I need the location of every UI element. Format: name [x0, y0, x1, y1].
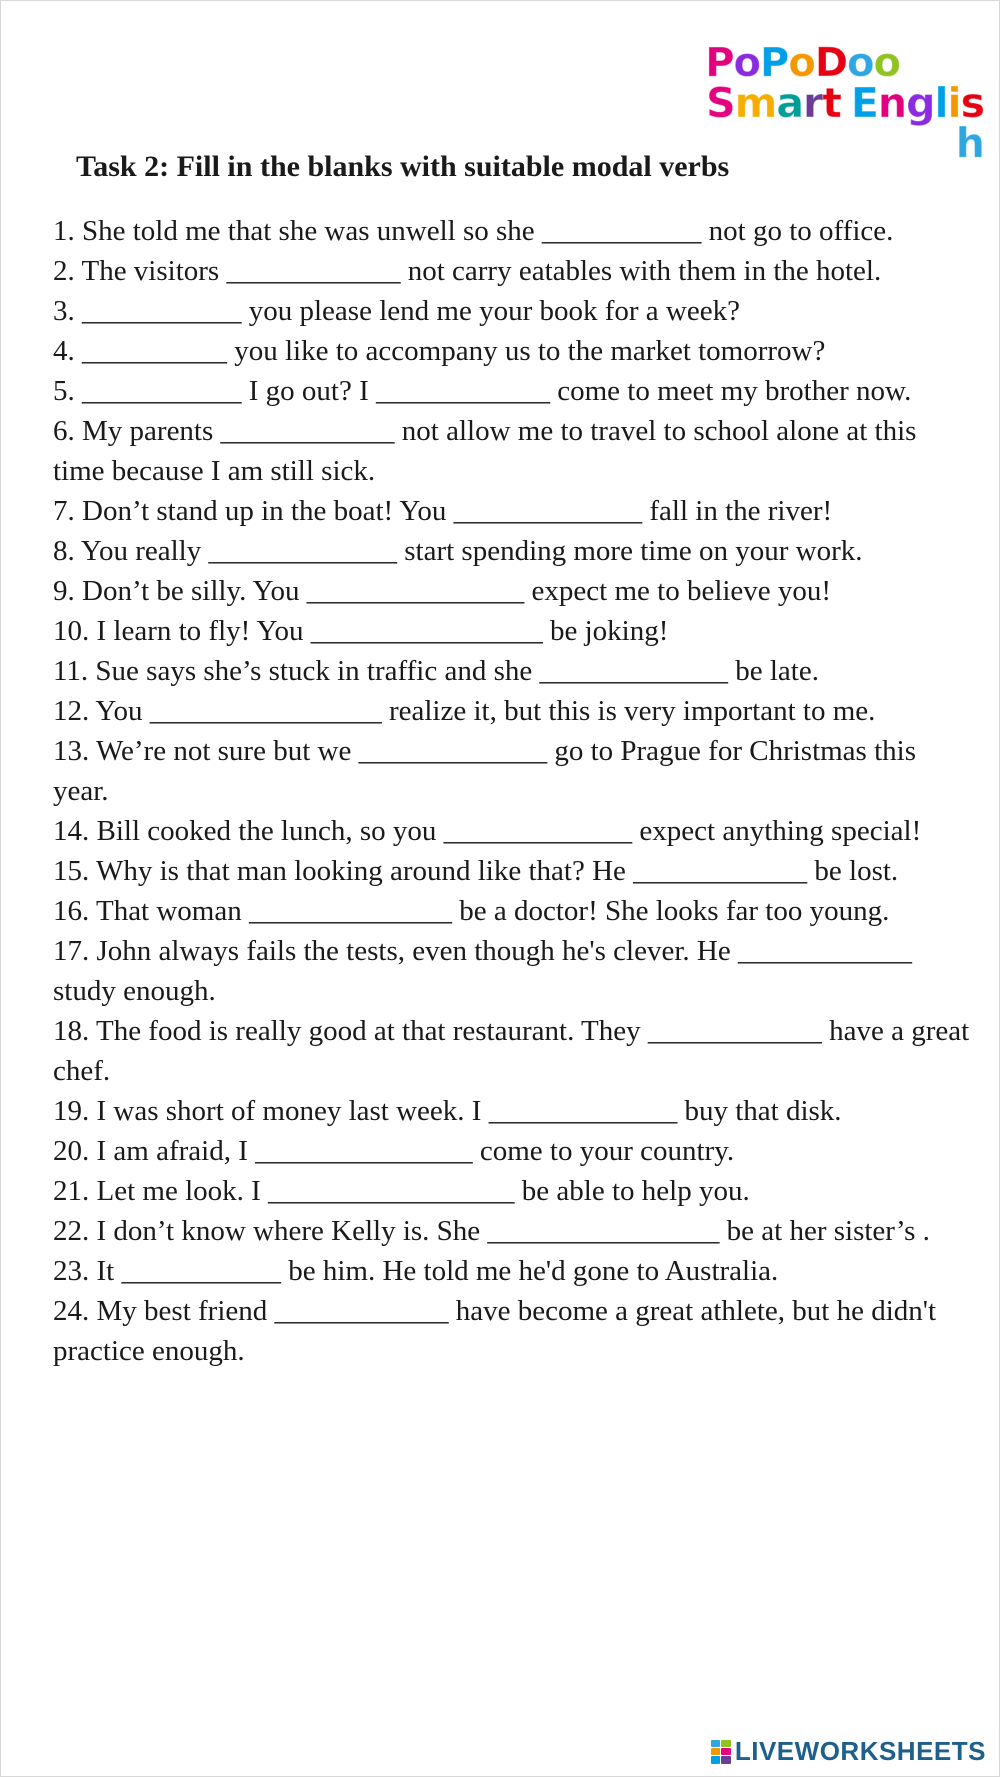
question-item: 21. Let me look. I _________________ be able to help you. — [53, 1175, 750, 1207]
question-item: 13. We’re not sure but we _____________ go to Prague for Christmas this year. — [53, 735, 916, 807]
logo-line1-letter: o — [873, 40, 900, 86]
logo-line2-letter: t — [822, 79, 841, 128]
logo-line2-letter: m — [734, 79, 777, 128]
question-item: 18. The food is really good at that restaurant. They ____________ have a great chef. — [53, 1015, 970, 1087]
logo-line1-letter: D — [814, 40, 848, 86]
popodoo-logo — [694, 40, 984, 168]
question-item: 2. The visitors ____________ not carry eatables with them in the hotel. — [53, 255, 882, 287]
question-item: 12. You ________________ realize it, but this is very important to me. — [53, 695, 876, 727]
logo-line2-letter: E — [850, 79, 878, 128]
logo-line1-letter: P — [760, 40, 789, 86]
question-item: 7. Don’t stand up in the boat! You _____________ fall in the river! — [53, 495, 833, 527]
icon-block — [711, 1756, 721, 1763]
logo-line2-letter: s — [960, 79, 984, 128]
logo-line2-letter: a — [776, 79, 804, 128]
icon-block — [721, 1740, 731, 1747]
brand-label: LIVEWORKSHEETS — [734, 1736, 986, 1766]
question-item: 4. __________ you like to accompany us to the market tomorrow? — [53, 335, 826, 367]
question-item: 20. I am afraid, I _______________ come to your country. — [53, 1135, 735, 1167]
question-item: 14. Bill cooked the lunch, so you _____________ expect anything special! — [53, 815, 922, 847]
question-item: 19. I was short of money last week. I _____________ buy that disk. — [53, 1095, 842, 1127]
icon-block — [721, 1756, 731, 1763]
icon-block — [711, 1748, 721, 1755]
logo-line2-letter: l — [934, 79, 948, 128]
logo-line1-letter: P — [705, 40, 734, 86]
question-item: 16. That woman ______________ be a doctor! She looks far too young. — [53, 895, 890, 927]
logo-line2-letter: i — [947, 79, 961, 128]
question-item: 17. John always fails the tests, even though he's clever. He ____________ study enough. — [53, 935, 912, 1007]
question-item: 1. She told me that she was unwell so she ___________ not go to office. — [53, 215, 894, 247]
icon-block — [711, 1740, 721, 1747]
logo-line1-letter: o — [847, 40, 874, 86]
question-item: 24. My best friend ____________ have become a great athlete, but he didn't practice enough. — [53, 1295, 937, 1367]
logo-line1-letter: o — [788, 40, 815, 86]
logo-line-smart-english — [694, 79, 984, 168]
logo-line2-letter: h — [955, 119, 984, 168]
question-item: 3. ___________ you please lend me your book for a week? — [53, 295, 740, 327]
liveworksheets-icon — [711, 1740, 731, 1764]
question-item: 22. I don’t know where Kelly is. She ________________ be at her sister’s . — [53, 1215, 930, 1247]
logo-line-popodoo — [694, 40, 984, 86]
logo-line2-letter: S — [706, 79, 735, 128]
liveworksheets-brand[interactable] — [711, 1736, 986, 1767]
question-list — [53, 211, 973, 1371]
question-item: 8. You really _____________ start spending more time on your work. — [53, 535, 863, 567]
question-item: 6. My parents ____________ not allow me to travel to school alone at this time because I am still sick. — [53, 415, 917, 487]
logo-line2-letter: n — [877, 79, 907, 128]
icon-block — [721, 1748, 731, 1755]
question-item: 9. Don’t be silly. You _______________ expect me to believe you! — [53, 575, 832, 607]
question-item: 11. Sue says she’s stuck in traffic and she _____________ be late. — [53, 655, 819, 687]
task-title: Task 2: Fill in the blanks with suitable modal verbs — [76, 150, 730, 183]
logo-line2-letter: g — [906, 79, 935, 128]
question-item: 10. I learn to fly! You ________________ be joking! — [53, 615, 669, 647]
question-item: 23. It ___________ be him. He told me he'd gone to Australia. — [53, 1255, 779, 1287]
logo-line1-letter: o — [733, 40, 761, 86]
logo-line2-letter: r — [803, 79, 823, 128]
question-item: 5. ___________ I go out? I ____________ come to meet my brother now. — [53, 375, 912, 407]
question-item: 15. Why is that man looking around like that? He ____________ be lost. — [53, 855, 899, 887]
